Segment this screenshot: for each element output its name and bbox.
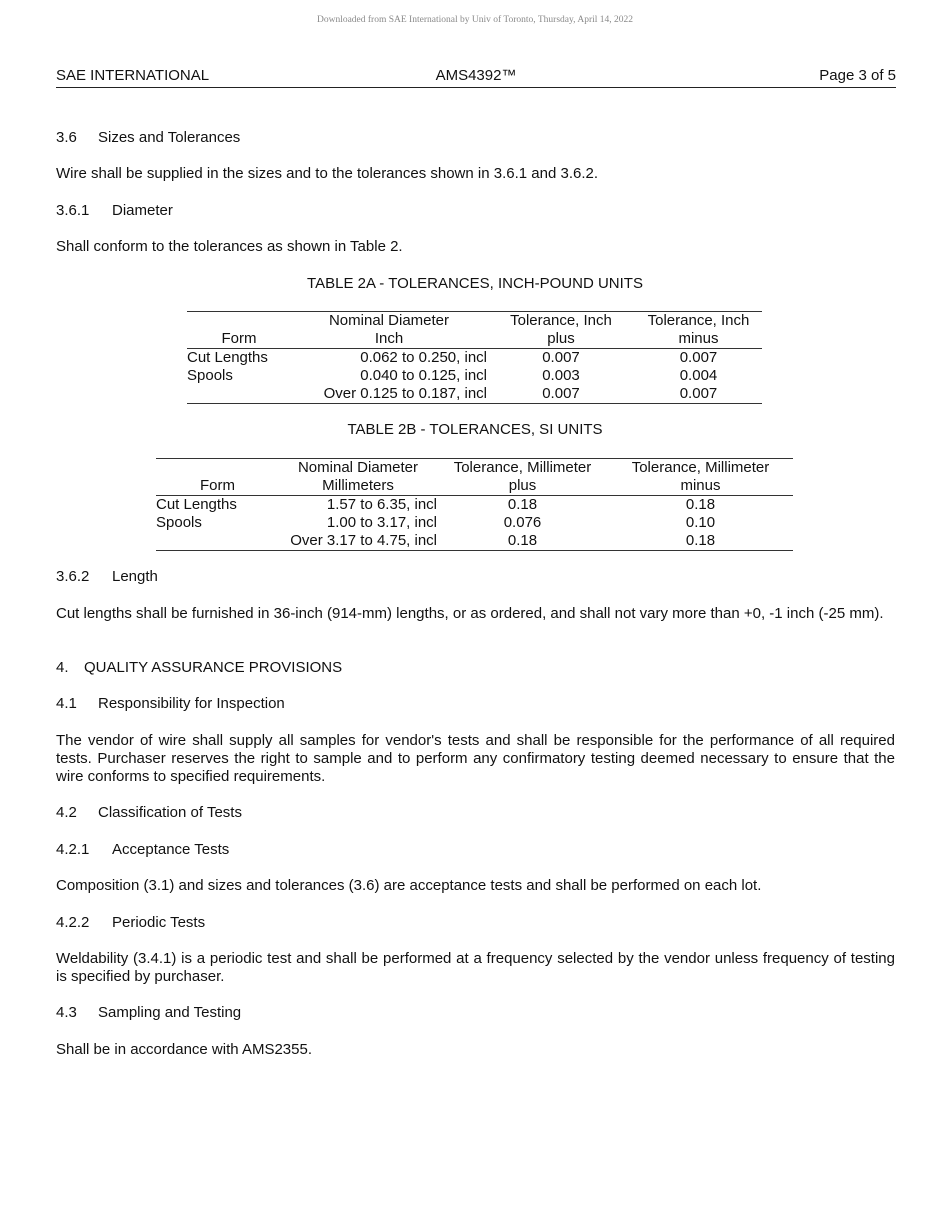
section-title: Length: [112, 568, 158, 585]
table-cell: 0.076: [503, 514, 542, 531]
paragraph-4-3: Shall be in accordance with AMS2355.: [56, 1041, 312, 1058]
column-header: minus: [608, 477, 793, 496]
column-header: plus: [437, 477, 608, 496]
table-2a: [187, 311, 762, 404]
heading-4-2-1: [56, 841, 895, 859]
download-watermark: Downloaded from SAE International by Univ of Toronto, Thursday, April 14, 2022: [316, 15, 634, 25]
table-cell: 0.004: [679, 367, 718, 384]
table-cell: [187, 385, 291, 404]
section-number: 4.2.2: [56, 914, 90, 931]
table-cell: Over 3.17 to 4.75, incl: [279, 532, 437, 551]
section-number: 3.6.1: [56, 202, 90, 219]
table-cell: 0.18: [685, 496, 716, 513]
table-cell: 0.003: [542, 367, 580, 384]
paragraph-3-6-1: Shall conform to the tolerances as shown in Table 2.: [56, 238, 403, 255]
heading-4: [56, 659, 895, 677]
column-header: Nominal Diameter: [279, 459, 437, 478]
table-row: [156, 514, 793, 532]
table-row: [187, 349, 762, 368]
table-2b: [156, 458, 793, 551]
header-publisher: SAE INTERNATIONAL: [56, 67, 210, 84]
section-number: 4.1: [56, 695, 77, 712]
heading-3-6-1: [56, 202, 895, 220]
heading-3-6: [56, 129, 895, 147]
table-row: [187, 385, 762, 404]
column-header: Tolerance, Millimeter: [437, 459, 608, 478]
table-cell: 0.18: [608, 532, 793, 551]
table-cell: Over 0.125 to 0.187, incl: [291, 385, 487, 404]
column-header: Tolerance, Inch: [635, 312, 762, 331]
section-number: 3.6.2: [56, 568, 90, 585]
section-number: 4.2: [56, 804, 77, 821]
table-cell: 0.040 to 0.125, incl: [360, 367, 487, 384]
table-2a-caption: TABLE 2A - TOLERANCES, INCH-POUND UNITS: [307, 275, 643, 292]
section-title: Periodic Tests: [112, 914, 206, 931]
paragraph-3-6: Wire shall be supplied in the sizes and to the tolerances shown in 3.6.1 and 3.6.2.: [56, 165, 598, 182]
table-row: [156, 496, 793, 515]
section-title: QUALITY ASSURANCE PROVISIONS: [84, 659, 343, 676]
section-title: Acceptance Tests: [112, 841, 230, 858]
column-header: Tolerance, Inch: [487, 312, 635, 331]
table-cell: 1.57 to 6.35, incl: [326, 496, 437, 513]
column-header: plus: [487, 330, 635, 349]
section-number: 4.3: [56, 1004, 77, 1021]
column-header: Form: [156, 477, 279, 496]
table-cell: 0.062 to 0.250, incl: [360, 349, 487, 366]
section-title: Sampling and Testing: [98, 1004, 242, 1021]
table-cell: 0.18: [437, 532, 608, 551]
column-header: Millimeters: [279, 477, 437, 496]
heading-4-2-2: [56, 914, 895, 932]
table-cell: 0.007: [679, 349, 718, 366]
heading-4-1: [56, 695, 895, 713]
table-cell: Cut Lengths: [156, 496, 237, 513]
column-header: [156, 459, 279, 478]
column-header: minus: [635, 330, 762, 349]
section-number: 4.: [56, 659, 69, 676]
column-header: Nominal Diameter: [291, 312, 487, 331]
table-cell: Spools: [156, 514, 202, 531]
table-cell: 1.00 to 3.17, incl: [326, 514, 437, 531]
paragraph-4-2-2: Weldability (3.4.1) is a periodic test and shall be performed at a frequency selected by the vendor unless frequency of testing is specified by purchaser.: [56, 950, 895, 985]
section-title: Classification of Tests: [98, 804, 242, 821]
table-row: [156, 532, 793, 551]
table-row: [187, 367, 762, 385]
heading-4-3: [56, 1004, 895, 1022]
section-number: 4.2.1: [56, 841, 90, 858]
page-header: [56, 67, 896, 88]
paragraph-4-1: The vendor of wire shall supply all samples for vendor's tests and shall be responsible for the performance of all required tests. Purchaser reserves the right to sample and to perform any confirmatory testing deemed necessary to ensure that the wire conforms to specified requirements.: [56, 732, 895, 785]
table-cell: 0.007: [542, 349, 580, 366]
paragraph-3-6-2: Cut lengths shall be furnished in 36-inch (914-mm) lengths, or as ordered, and shall not vary more than +0, -1 inch (-25 mm).: [56, 605, 884, 622]
column-header: Tolerance, Millimeter: [608, 459, 793, 478]
table-2b-caption: TABLE 2B - TOLERANCES, SI UNITS: [347, 421, 603, 438]
section-title: Diameter: [112, 202, 173, 219]
section-number: 3.6: [56, 129, 77, 146]
section-title: Sizes and Tolerances: [98, 129, 241, 146]
section-title: Responsibility for Inspection: [98, 695, 285, 712]
table-cell: Cut Lengths: [187, 349, 268, 366]
column-header: [187, 312, 291, 331]
table-cell: 0.007: [487, 385, 635, 404]
column-header: Form: [187, 330, 291, 349]
heading-3-6-2: [56, 568, 895, 586]
paragraph-4-2-1: Composition (3.1) and sizes and tolerances (3.6) are acceptance tests and shall be performed on each lot.: [56, 877, 762, 894]
column-header: Inch: [291, 330, 487, 349]
table-cell: 0.10: [685, 514, 716, 531]
table-cell: Spools: [187, 367, 233, 384]
heading-4-2: [56, 804, 895, 822]
header-page-number: Page 3 of 5: [819, 67, 896, 84]
header-doc-number: AMS4392™: [435, 67, 517, 84]
table-cell: 0.007: [635, 385, 762, 404]
table-cell: 0.18: [507, 496, 538, 513]
table-cell: [156, 532, 279, 551]
